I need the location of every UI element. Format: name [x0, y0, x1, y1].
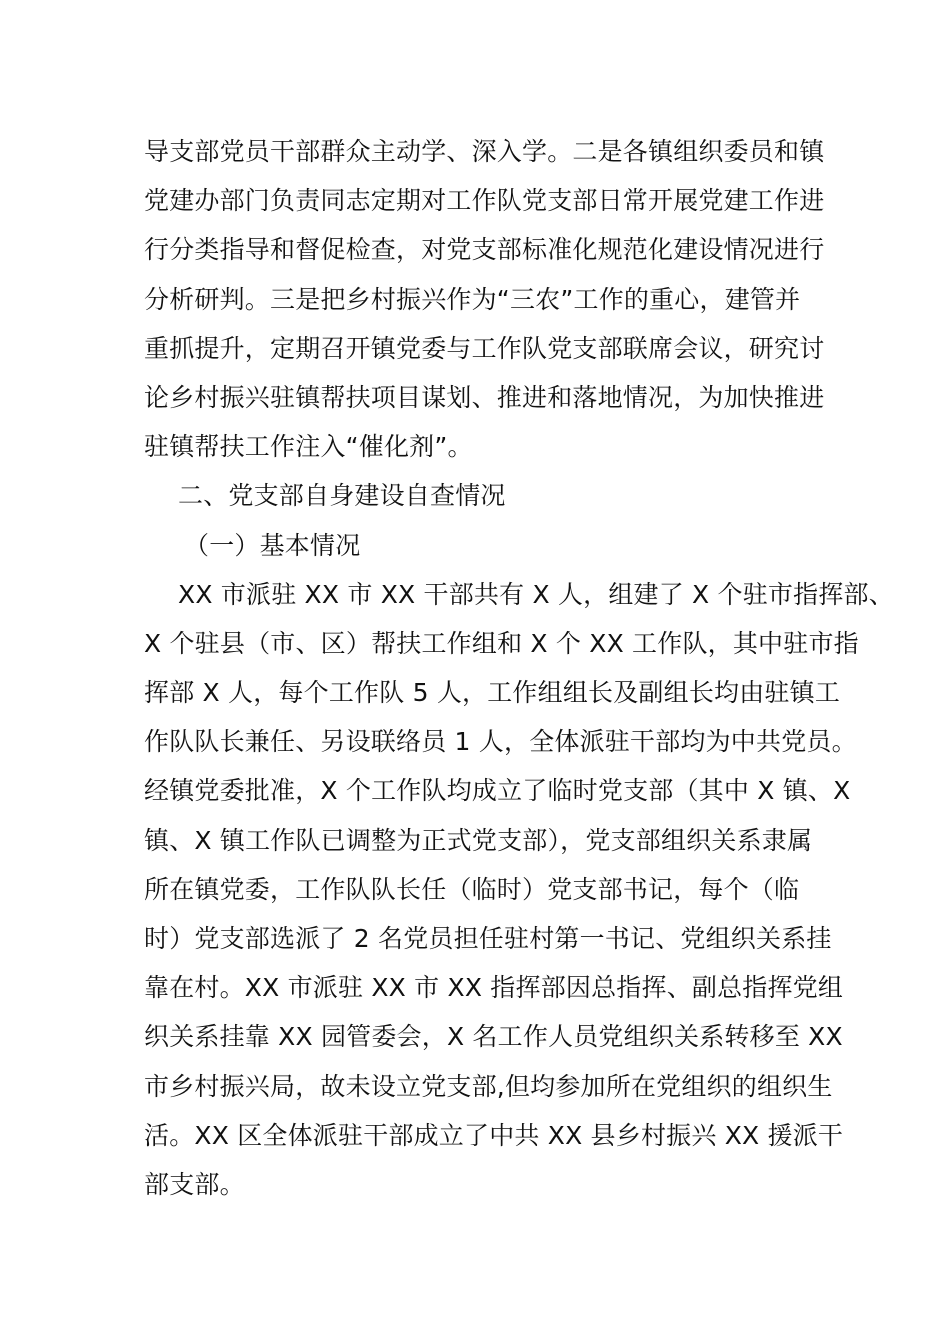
section-heading: 二、党支部自身建设自查情况 [178, 481, 506, 511]
paragraph-line: 驻镇帮扶工作注入“催化剂”。 [144, 432, 473, 462]
paragraph-line: 导支部党员干部群众主动学、深入学。二是各镇组织委员和镇 [144, 137, 825, 166]
paragraph-line: 所在镇党委，工作队队长任（临时）党支部书记，每个（临 [144, 874, 800, 904]
paragraph-line: 分析研判。三是把乡村振兴作为“三农”工作的重心，建管并 [144, 284, 801, 314]
paragraph-line: 活。XX 区全体派驻干部成立了中共 XX 县乡村振兴 XX 援派干 [144, 1120, 844, 1150]
paragraph-line: 镇、X 镇工作队已调整为正式党支部），党支部组织关系隶属 [144, 825, 813, 855]
document-body [144, 127, 894, 1209]
paragraph-line: 时）党支部选派了 2 名党员担任驻村第一书记、党组织关系挂 [144, 924, 832, 953]
paragraph-line: 部支部。 [144, 1169, 245, 1199]
paragraph-line: X 个驻县（市、区）帮扶工作组和 X 个 XX 工作队，其中驻市指 [144, 628, 859, 658]
paragraph-line: 市乡村振兴局，故未设立党支部,但均参加所在党组织的组织生 [144, 1071, 833, 1101]
paragraph-line: 论乡村振兴驻镇帮扶项目谋划、推进和落地情况，为加快推进 [144, 382, 825, 412]
subsection-heading: （一）基本情况 [184, 530, 361, 560]
paragraph-line: 经镇党委批准，X 个工作队均成立了临时党支部（其中 X 镇、X [144, 776, 851, 806]
paragraph-line: 织关系挂靠 XX 园管委会，X 名工作人员党组织关系转移至 XX [144, 1022, 843, 1052]
paragraph-line: XX 市派驻 XX 市 XX 干部共有 X 人，组建了 X 个驻市指挥部、 [178, 579, 894, 609]
paragraph-line: 党建办部门负责同志定期对工作队党支部日常开展党建工作进 [144, 186, 825, 216]
paragraph-line: 作队队长兼任、另设联络员 1 人，全体派驻干部均为中共党员。 [144, 727, 857, 757]
paragraph-line: 行分类指导和督促检查，对党支部标准化规范化建设情况进行 [144, 235, 825, 265]
paragraph-line: 重抓提升，定期召开镇党委与工作队党支部联席会议，研究讨 [144, 333, 825, 363]
paragraph-line: 靠在村。XX 市派驻 XX 市 XX 指挥部因总指挥、副总指挥党组 [144, 973, 844, 1003]
paragraph-line: 挥部 X 人，每个工作队 5 人，工作组组长及副组长均由驻镇工 [144, 678, 841, 708]
